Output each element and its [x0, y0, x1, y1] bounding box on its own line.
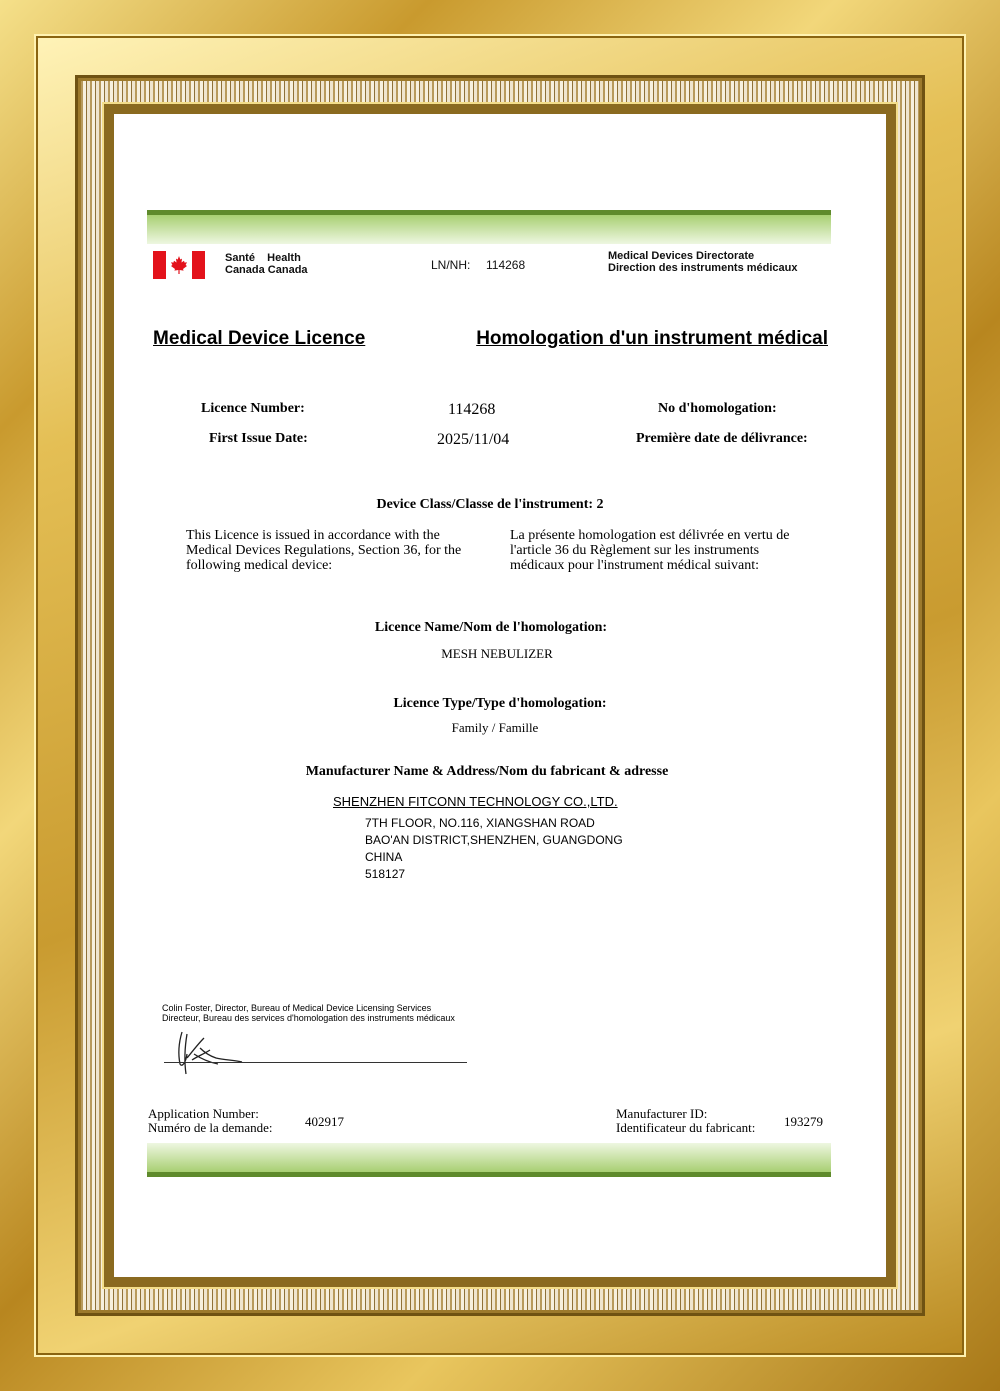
- issue-date-value: 2025/11/04: [437, 431, 510, 448]
- paragraph-en: This Licence is issued in accordance with the Medical Devices Regulations, Section 36, for the following medical device:: [186, 528, 462, 573]
- signature-line: [164, 1062, 467, 1063]
- directorate-fr: Direction des instruments médicaux: [608, 262, 798, 274]
- address-line: BAO'AN DISTRICT,SHENZHEN, GUANGDONG: [365, 833, 623, 847]
- application-number-labels: [148, 1107, 273, 1135]
- licence-type-value: Family / Famille: [451, 720, 539, 735]
- manufacturer-address: [365, 815, 623, 883]
- top-green-bar: [147, 210, 831, 244]
- application-number-value: 402917: [305, 1114, 344, 1129]
- licence-type-label: Licence Type/Type d'homologation:: [393, 696, 607, 711]
- bottom-green-bar: [147, 1143, 831, 1177]
- signatory-block: [162, 1003, 455, 1023]
- org-line-2: Canada Canada: [225, 264, 308, 276]
- manufacturer-id-labels: [616, 1107, 755, 1135]
- licence-name-label: Licence Name/Nom de l'homologation:: [374, 620, 608, 635]
- certificate-paper: [114, 114, 886, 1277]
- licence-name-value: MESH NEBULIZER: [441, 646, 553, 661]
- signatory-line-en: Colin Foster, Director, Bureau of Medical Device Licensing Services: [162, 1003, 432, 1013]
- ln-label: LN/NH:: [431, 258, 471, 272]
- address-line: 7TH FLOOR, NO.116, XIANGSHAN ROAD: [365, 816, 595, 830]
- licence-number-value: 114268: [448, 401, 496, 418]
- application-number-label-en: Application Number:: [148, 1106, 259, 1121]
- issue-date-label-en: First Issue Date:: [209, 431, 308, 446]
- manufacturer-label: Manufacturer Name & Address/Nom du fabricant & adresse: [305, 764, 669, 779]
- manufacturer-id-value: 193279: [784, 1114, 823, 1129]
- canada-flag-icon: [153, 251, 205, 279]
- title-fr: Homologation d'un instrument médical: [476, 328, 828, 349]
- licence-number-label-en: Licence Number:: [201, 401, 305, 416]
- ln-value: 114268: [486, 258, 526, 272]
- issue-date-label-fr: Première date de délivrance:: [636, 431, 808, 446]
- application-number-label-fr: Numéro de la demande:: [148, 1120, 273, 1135]
- address-line: CHINA: [365, 850, 403, 864]
- org-line-1: Santé Health: [225, 252, 301, 264]
- manufacturer-id-label-en: Manufacturer ID:: [616, 1106, 708, 1121]
- licence-number-label-fr: No d'homologation:: [658, 401, 777, 416]
- signatory-line-fr: Directeur, Bureau des services d'homologation des instruments médicaux: [162, 1013, 455, 1023]
- directorate: [608, 250, 798, 274]
- directorate-en: Medical Devices Directorate: [608, 250, 755, 262]
- device-class: Device Class/Classe de l'instrument: 2: [376, 497, 604, 512]
- org-name: [225, 252, 308, 276]
- signature-image: [170, 1024, 250, 1076]
- manufacturer-name: SHENZHEN FITCONN TECHNOLOGY CO.,LTD.: [333, 794, 618, 809]
- paragraph-fr: La présente homologation est délivrée en vertu de l'article 36 du Règlement sur les instruments médicaux pour l'instrument médical suivant:: [510, 528, 790, 573]
- title-en: Medical Device Licence: [153, 328, 366, 349]
- manufacturer-id-label-fr: Identificateur du fabricant:: [616, 1120, 756, 1135]
- address-line: 518127: [365, 867, 406, 881]
